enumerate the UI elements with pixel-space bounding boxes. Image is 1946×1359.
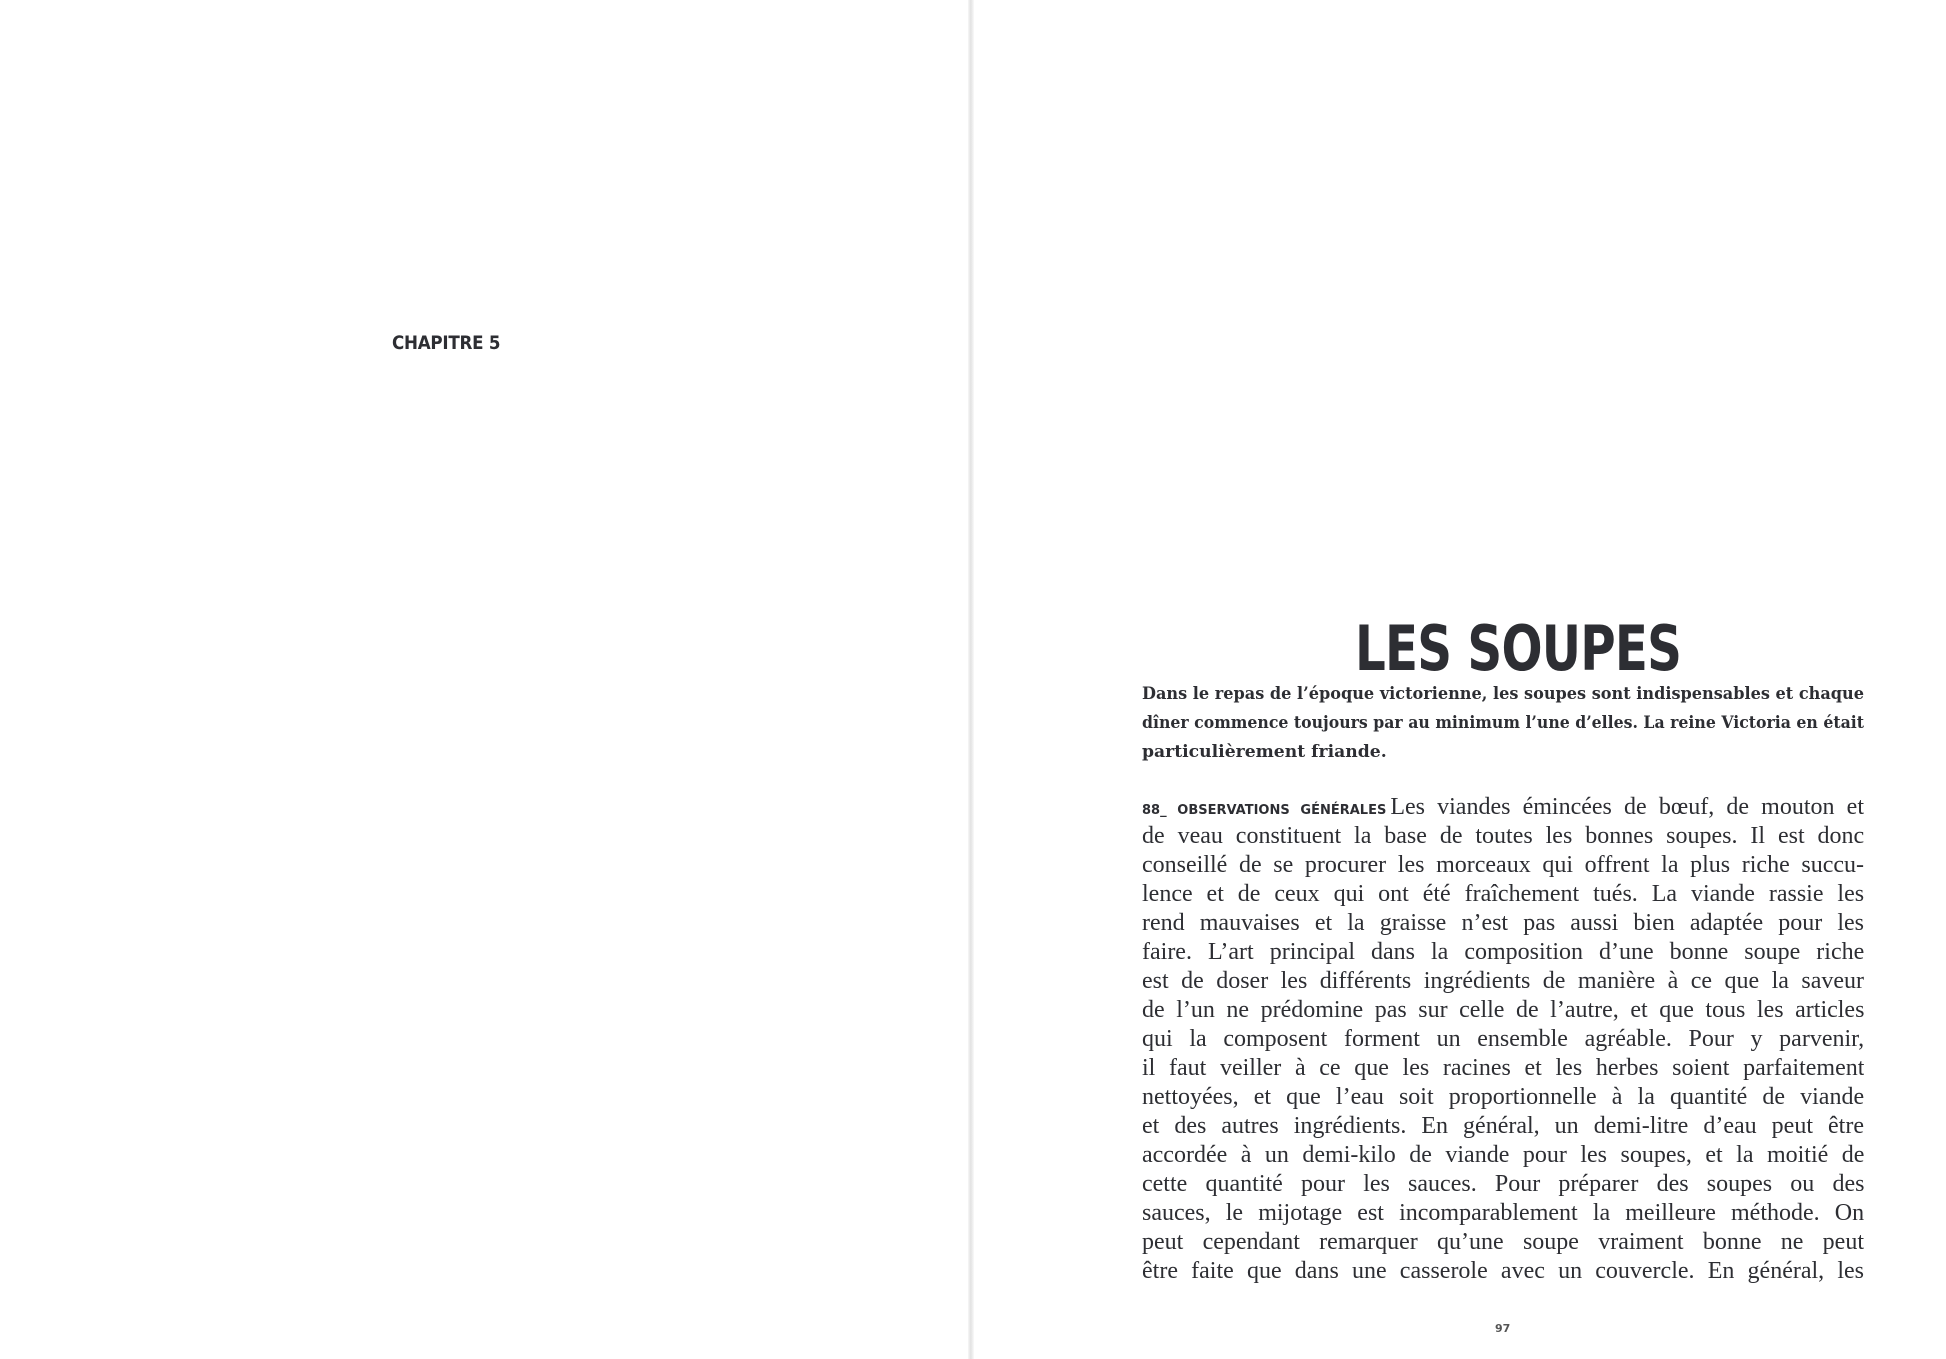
body-line: de l’un ne prédomine pas sur celle de l’autre, et que tous les articles [1142, 997, 1864, 1023]
chapter-label: CHAPITRE 5 [392, 332, 501, 354]
body-line: accordée à un demi-kilo de viande pour les soupes, et la moitié de [1142, 1142, 1864, 1168]
body-line: est de doser les différents ingrédients de manière à ce que la saveur [1142, 968, 1864, 994]
section-lead: 88_ OBSERVATIONS GÉNÉRALES [1142, 803, 1387, 818]
body-line [1142, 793, 1864, 822]
intro-line: particulièrement friande. [1142, 742, 1387, 762]
body-line: et des autres ingrédients. En général, un demi-litre d’eau peut être [1142, 1113, 1864, 1139]
body-line: qui la composent forment un ensemble agréable. Pour y parvenir, [1142, 1026, 1864, 1052]
body-line: lence et de ceux qui ont été fraîchement tués. La viande rassie les [1142, 881, 1864, 907]
body-line: être faite que dans une casserole avec un couvercle. En général, les [1142, 1258, 1864, 1284]
chapter-title: LES SOUPES [1355, 612, 1682, 685]
body-line: nettoyées, et que l’eau soit proportionnelle à la quantité de viande [1142, 1084, 1864, 1110]
intro-line: Dans le repas de l’époque victorienne, les soupes sont indispensables et chaque [1142, 684, 1864, 704]
page-number: 97 [1495, 1322, 1511, 1335]
body-line: rend mauvaises et la graisse n’est pas aussi bien adaptée pour les [1142, 910, 1864, 936]
body-line: conseillé de se procurer les morceaux qui offrent la plus riche succu- [1142, 852, 1864, 878]
body-first-line-text: Les viandes émincées de bœuf, de mouton et [1390, 794, 1864, 820]
chapter-intro [1142, 680, 1864, 767]
body-text [1142, 793, 1864, 1286]
body-line: peut cependant remarquer qu’une soupe vraiment bonne ne peut [1142, 1229, 1864, 1255]
body-line: de veau constituent la base de toutes les bonnes soupes. Il est donc [1142, 823, 1864, 849]
body-line: il faut veiller à ce que les racines et les herbes soient parfaitement [1142, 1055, 1864, 1081]
body-line: faire. L’art principal dans la composition d’une bonne soupe riche [1142, 939, 1864, 965]
intro-line: dîner commence toujours par au minimum l’une d’elles. La reine Victoria en était [1142, 713, 1864, 733]
left-page [0, 0, 970, 1359]
body-line: cette quantité pour les sauces. Pour préparer des soupes ou des [1142, 1171, 1864, 1197]
body-line: sauces, le mijotage est incomparablement la meilleure méthode. On [1142, 1200, 1864, 1226]
